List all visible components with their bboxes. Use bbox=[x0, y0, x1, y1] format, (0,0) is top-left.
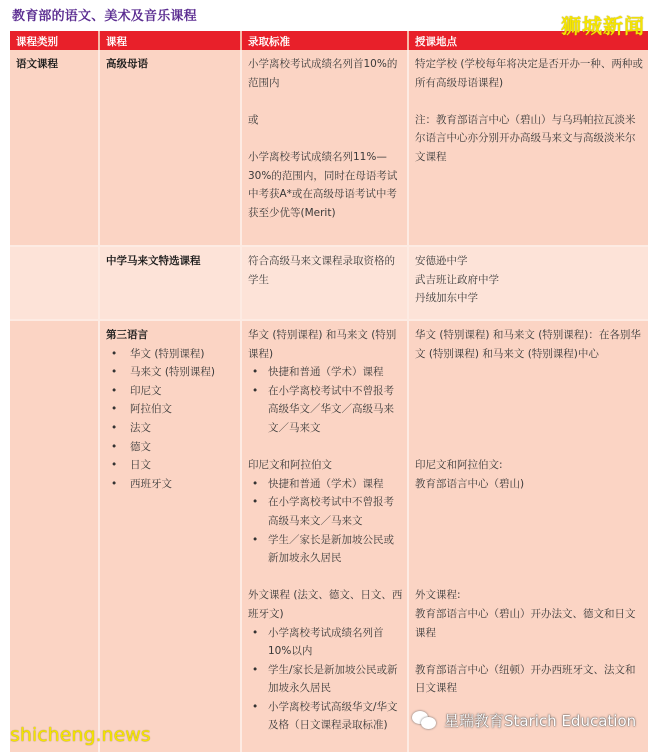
location-text: 教育部语言中心（碧山）开办法文、德文和日文课程 bbox=[415, 607, 636, 639]
cell-category bbox=[10, 50, 98, 245]
criteria-text: 小学离校考试成绩名列首10%的范围内 bbox=[248, 58, 398, 89]
criteria-text: 小学离校考试成绩名列11%—30%的范围内，同时在母语考试中考获A*或在高级母语考试中考获至少优等(Merit) bbox=[248, 150, 398, 219]
watermark-starich-label: 星瑞教育Starich Education bbox=[444, 712, 637, 730]
list-item: • 快捷和普通（学术）课程 bbox=[248, 475, 403, 494]
table-row bbox=[10, 245, 648, 319]
list-item: • 小学离校考试成绩名列首10%以内 bbox=[248, 624, 403, 661]
list-item: • 印尼文 bbox=[106, 382, 236, 401]
list-item: • 学生／家长是新加坡公民或新加坡永久居民 bbox=[248, 531, 403, 568]
criteria-list bbox=[248, 363, 403, 437]
header-location: 授课地点 bbox=[407, 31, 648, 50]
watermark-shicheng-news: shicheng.news bbox=[10, 724, 151, 746]
criteria-group-title: 外文课程 (法文、德文、日文、西班牙文) bbox=[248, 589, 403, 620]
wechat-icon bbox=[412, 711, 438, 731]
criteria-text: 符合高级马来文课程录取资格的学生 bbox=[248, 255, 395, 286]
course-name: 高级母语 bbox=[106, 58, 148, 70]
criteria-group-title: 印尼文和阿拉伯文 bbox=[248, 459, 332, 472]
page-title: 教育部的语文、美术及音乐课程 bbox=[12, 9, 197, 24]
list-item: • 华文 (特别课程) bbox=[106, 345, 236, 364]
list-item: • 西班牙文 bbox=[106, 475, 236, 494]
criteria-list bbox=[248, 475, 403, 568]
criteria-group-title: 华文 (特别课程) 和马来文 (特别课程) bbox=[248, 329, 397, 360]
list-item: • 快捷和普通（学术）课程 bbox=[248, 363, 403, 382]
course-name: 第三语言 bbox=[106, 329, 148, 341]
cell-category bbox=[10, 245, 98, 319]
location-text: 教育部语言中心（纽顿）开办西班牙文、法文和日文课程 bbox=[415, 663, 636, 695]
cell-criteria bbox=[240, 245, 407, 319]
cell-criteria bbox=[240, 319, 407, 752]
watermark-starich bbox=[412, 710, 636, 731]
list-item: • 在小学离校考试中不曾报考高级华文／华文／高级马来文／马来文 bbox=[248, 382, 403, 438]
criteria-list bbox=[248, 624, 403, 736]
header-category: 课程类别 bbox=[10, 31, 98, 50]
language-list bbox=[106, 345, 236, 494]
cell-criteria bbox=[240, 50, 407, 245]
category-label: 语文课程 bbox=[16, 58, 58, 70]
location-note: 注：教育部语言中心（碧山）与乌玛帕拉瓦淡米尔语言中心亦分别开办高级马来文与高级淡米尔文课程 bbox=[415, 113, 636, 163]
location-school: 安德逊中学 bbox=[415, 255, 468, 267]
list-item: • 学生/家长是新加坡公民或新加坡永久居民 bbox=[248, 661, 403, 698]
header-course: 课程 bbox=[98, 31, 240, 50]
list-item: • 小学离校考试高级华文/华文及格（日文课程录取标准) bbox=[248, 698, 403, 735]
cell-location bbox=[407, 319, 648, 752]
location-school: 丹绒加东中学 bbox=[415, 292, 478, 305]
list-item: • 马来文 (特别课程) bbox=[106, 363, 236, 382]
list-item: • 德文 bbox=[106, 438, 236, 457]
table-row bbox=[10, 319, 648, 752]
list-item: • 在小学离校考试中不曾报考高级马来文／马来文 bbox=[248, 493, 403, 530]
location-text: 教育部语言中心（碧山) bbox=[415, 477, 525, 490]
cell-course bbox=[98, 319, 240, 752]
location-group-title: 外文课程: bbox=[415, 589, 461, 602]
cell-location bbox=[407, 245, 648, 319]
cell-course bbox=[98, 50, 240, 245]
watermark-shicheng-cn: 狮城新闻 bbox=[561, 14, 645, 38]
location-school: 武吉班让政府中学 bbox=[415, 273, 499, 286]
table-row bbox=[10, 50, 648, 245]
location-text: 华文 (特别课程) 和马来文 (特别课程)：在各别华文 (特别课程) 和马来文 (特别课程)中心 bbox=[415, 329, 641, 360]
course-name: 中学马来文特选课程 bbox=[106, 255, 201, 267]
list-item: • 日文 bbox=[106, 456, 236, 475]
criteria-or: 或 bbox=[248, 113, 259, 126]
list-item: • 法文 bbox=[106, 419, 236, 438]
location-group-title: 印尼文和阿拉伯文: bbox=[415, 459, 503, 472]
table-header-row bbox=[10, 31, 648, 50]
cell-category bbox=[10, 319, 98, 752]
header-criteria: 录取标准 bbox=[240, 31, 407, 50]
cell-course bbox=[98, 245, 240, 319]
location-text: 特定学校 (学校每年将决定是否开办一种、两种或所有高级母语课程) bbox=[415, 58, 643, 89]
course-table bbox=[10, 31, 648, 752]
cell-location bbox=[407, 50, 648, 245]
list-item: • 阿拉伯文 bbox=[106, 400, 236, 419]
